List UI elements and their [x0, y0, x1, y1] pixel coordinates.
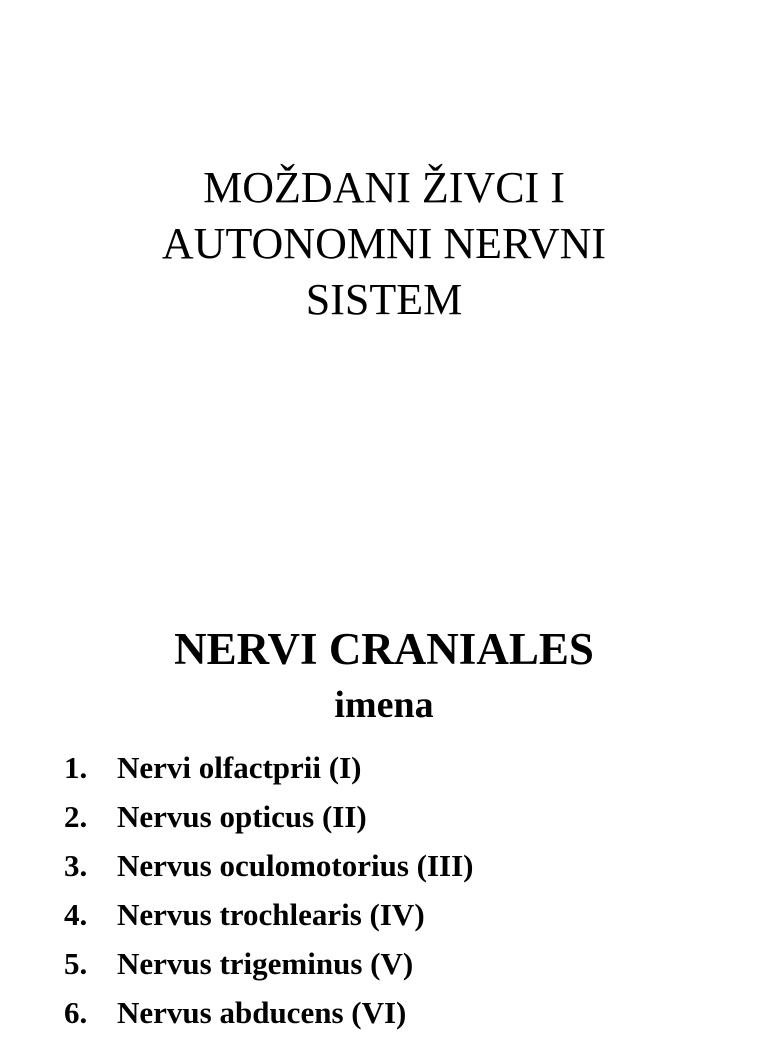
nerve-number: 5. — [64, 946, 88, 981]
nerve-item-6 — [0, 993, 768, 1042]
nerve-name: Nervus oculomotorius (III) — [117, 848, 474, 883]
nerve-item-1 — [0, 748, 768, 797]
section-heading: NERVI CRANIALES — [174, 624, 594, 674]
slide-title — [0, 160, 768, 328]
nerve-item-4 — [0, 895, 768, 944]
nerve-number: 2. — [64, 799, 88, 834]
nerve-item-5 — [0, 944, 768, 993]
nerve-item-2 — [0, 797, 768, 846]
section-subheading: imena — [334, 684, 434, 726]
title-line-2: AUTONOMNI NERVNI — [161, 219, 607, 268]
nerve-name: Nervus trochlearis (IV) — [117, 897, 425, 932]
nerve-number: 3. — [64, 848, 88, 883]
title-line-1: MOŽDANI ŽIVCI I — [203, 163, 565, 212]
nerve-name: Nervus opticus (II) — [117, 799, 367, 834]
nerve-list — [0, 748, 768, 1042]
nerve-number: 4. — [64, 897, 88, 932]
nerve-name: Nervus abducens (VI) — [117, 995, 407, 1030]
nerve-name: Nervi olfactprii (I) — [117, 750, 362, 785]
nerve-number: 6. — [64, 995, 88, 1030]
title-line-3: SISTEM — [305, 275, 463, 324]
nerve-name: Nervus trigeminus (V) — [117, 946, 414, 981]
nerve-number: 1. — [64, 750, 88, 785]
nerve-item-3 — [0, 846, 768, 895]
